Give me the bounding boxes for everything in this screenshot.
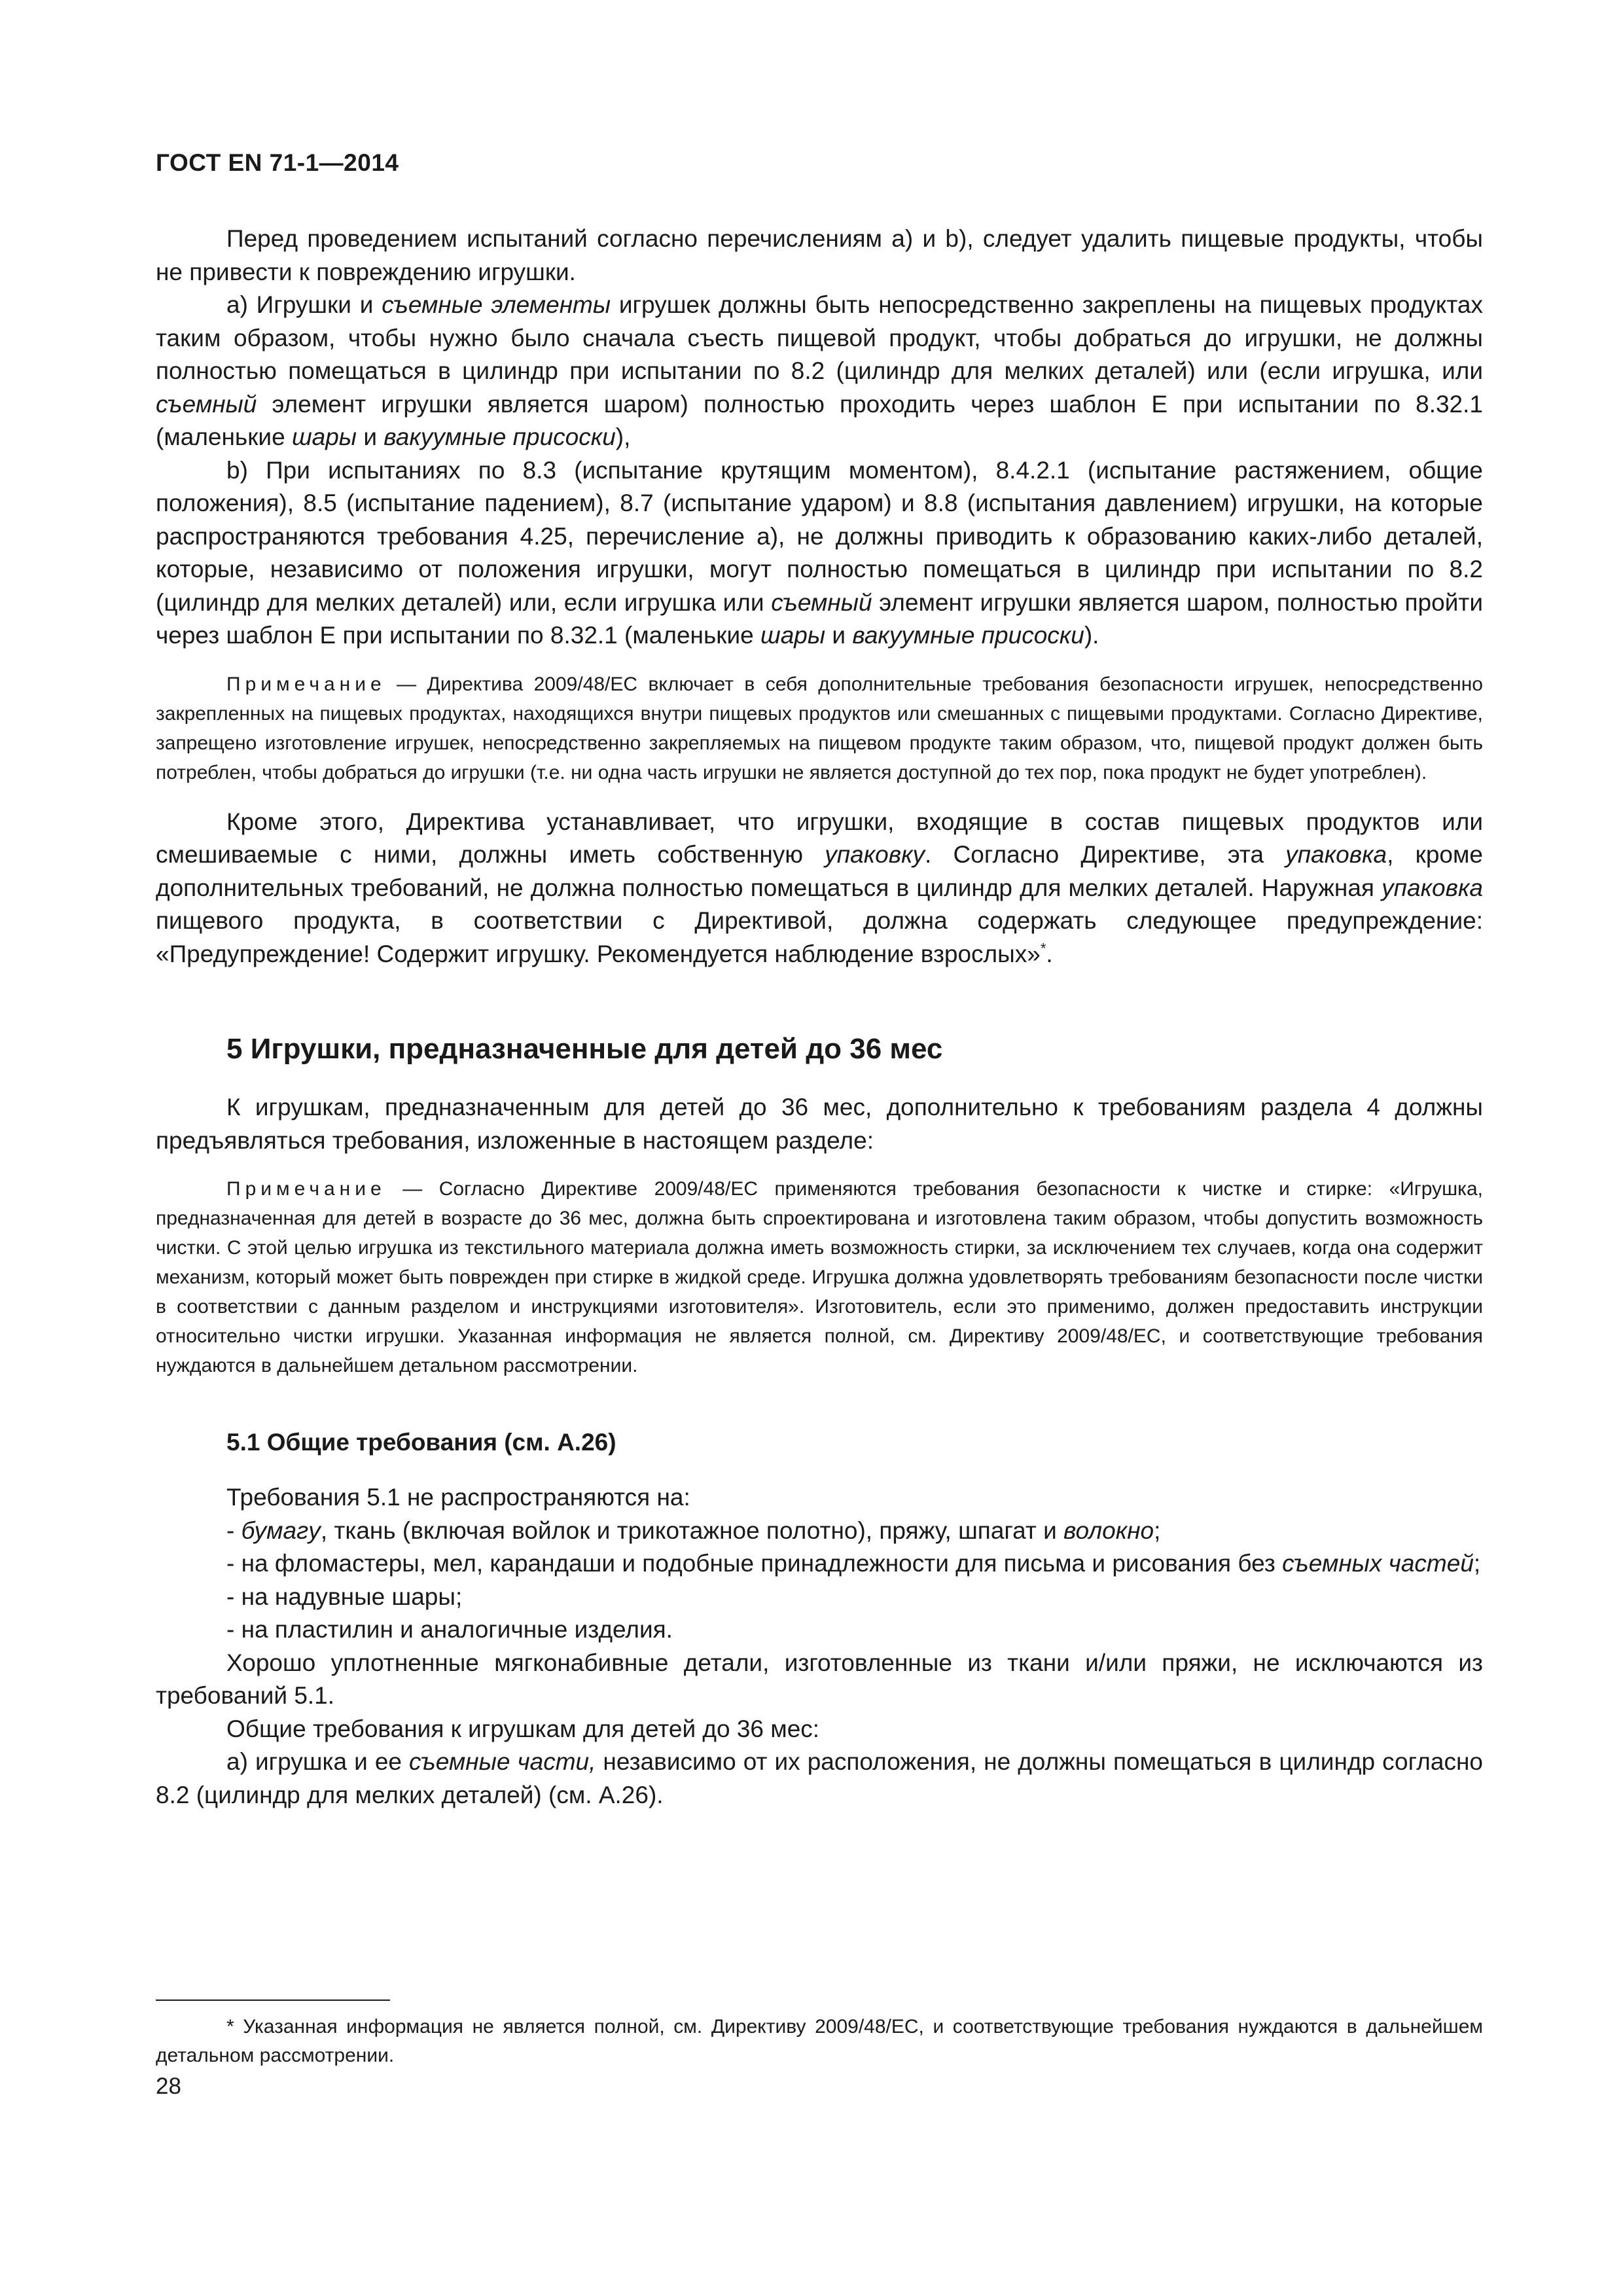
section-5-1-paragraph-2: Общие требования к игрушкам для детей до 36 мес: [226,1715,820,1742]
section-5-1-paragraph-1: Хорошо уплотненные мягконабивные детали, изготовленные из ткани и/или пряжи, не исключаются из требований 5.1. [156,1649,1483,1709]
text-run: b) При испытаниях по 8.3 (испытание крутящим моментом), 8.4.2.1 (испытание растяжением, общие положения), 8.5 (испытание падением), 8.7 (испытание ударом) и 8.8 (испытания давлением) игрушки, на которые распространяются требования 4.25, перечисление а), не должны приводить к образованию каких-либо деталей, которые, независимо от положения игрушки, могут полностью помещаться в цилиндр при испытании по 8.2 (цилиндр для мелких деталей) или, если игрушка или [156,456,1483,616]
section-5-heading: 5 Игрушки, предназначенные для детей до 36 мес [226,1033,943,1065]
text-run: пищевого продукта, в соответствии с Директивой, должна содержать следующее предупреждение: «Предупреждение! Содержит игрушку. Рекомендуется наблюдение взрослых» [156,907,1483,967]
italic-term: вакуумные присоски [852,622,1084,649]
italic-term: съемных частей [1282,1550,1474,1577]
footnote-divider [156,2000,390,2001]
paragraph-packaging [156,806,1483,971]
section-5-1-heading: 5.1 Общие требования (см. А.26) [226,1429,616,1456]
section-5-1-lead: Требования 5.1 не распространяются на: [226,1484,690,1511]
text-run: ). [1084,622,1099,649]
page-number: 28 [156,2073,181,2099]
exclusion-item-3: - на надувные шары; [226,1583,463,1610]
intro-paragraph: Перед проведением испытаний согласно перечислениям a) и b), следует удалить пищевые продукты, чтобы не привести к повреждению игрушки. [156,225,1483,285]
document-header: ГОСТ EN 71-1—2014 [156,149,399,176]
text-run: и [357,423,384,450]
text-run: игрушек должны быть непосредственно закреплены на пищевых продуктах таким образом, чтобы нужно было сначала съесть пищевой продукт, чтобы добраться до игрушки, не должны полностью помещаться в цилиндр при испытании по 8.2 (цилиндр для мелких деталей) или (если игрушка, или [156,291,1483,384]
text-run: Кроме этого, Директива устанавливает, что игрушки, входящие в состав пищевых продуктов или смешиваемые с ними, должны иметь собственную [156,808,1483,868]
text-run: . [1046,940,1053,967]
italic-term: съемный [156,390,257,418]
note-1 [156,670,1483,787]
italic-term: волокно [1063,1516,1154,1544]
footnote-marker: * [1040,940,1046,957]
italic-term: бумагу [241,1516,321,1544]
page-content [156,223,1483,1812]
text-run: . Согласно Директиве, эта [925,841,1286,868]
text-run: , ткань (включая войлок и трикотажное полотно), пряжу, шпагат и [320,1516,1064,1544]
text-run: элемент игрушки является шаром) полностью проходить через шаблон Е при испытании по 8.32.1 (маленькие [156,390,1483,450]
text-run: - на фломастеры, мел, карандаши и подобные принадлежности для письма и рисования без [226,1550,1283,1577]
footnote: * Указанная информация не является полной, см. Директиву 2009/48/ЕС, и соответствующие требования нуждаются в дальнейшем детальном рассмотрении. [156,2016,1483,2066]
exclusion-item-1 [156,1515,1483,1548]
italic-term: упаковка [1285,841,1387,868]
note-label: Примечание [226,1178,386,1200]
italic-term: шары [760,622,826,649]
text-run: ), [615,423,631,450]
paragraph-item-b [156,454,1483,653]
italic-term: шары [291,423,357,450]
exclusion-item-2 [156,1547,1483,1581]
text-run: - [226,1516,241,1544]
text-run: независимо от их расположения, не должны помещаться в цилиндр согласно 8.2 (цилиндр для мелких деталей) (см. А.26). [156,1748,1483,1808]
text-run: , кроме дополнительных требований, не должна полностью помещаться в цилиндр для мелких деталей. Наружная [156,841,1483,901]
note-text: — Директива 2009/48/ЕС включает в себя дополнительные требования безопасности игрушек, непосредственно закрепленных на пищевых продуктах, находящихся внутри пищевых продуктов или смешанных с пищевыми продуктами. Согласно Директиве, запрещено изготовление игрушек, непосредственно закрепляемых на пищевом продукте таким образом, что, пищевой продукт должен быть потреблен, чтобы добраться до игрушки (т.е. ни одна часть игрушки не является доступной до тех пор, пока продукт не будет употреблен). [156,673,1483,783]
paragraph-item-a [156,289,1483,454]
text-run: элемент игрушки является шаром, полностью пройти через шаблон Е при испытании по 8.32.1 (маленькие [156,588,1483,649]
note-2 [156,1174,1483,1380]
italic-term: вакуумные присоски [383,423,616,450]
text-run: и [825,622,853,649]
italic-term: упаковка [1382,874,1483,901]
text-run: ; [1154,1516,1161,1544]
text-run: а) игрушка и ее [226,1748,410,1775]
text-run: ; [1473,1550,1481,1577]
italic-term: съемный [771,588,872,616]
italic-term: съемные элементы [382,291,611,318]
note-label: Примечание [226,673,386,695]
note-text: — Согласно Директиве 2009/48/ЕС применяются требования безопасности к чистке и стирке: «Игрушка, предназначенная для детей в возрасте до 36 мес, должна быть спроектирована и изготовлена таким образом, чтобы допустить возможность чистки. С этой целью игрушка из текстильного материала должна иметь возможность стирки, за исключением тех случаев, когда она содержит механизм, который может быть поврежден при стирке в жидкой среде. Игрушка должна удовлетворять требованиям безопасности после чистки в соответствии с данным разделом и инструкциями изготовителя». Изготовитель, если это применимо, должен предоставить инструкции относительно чистки игрушки. Указанная информация не является полной, см. Директиву 2009/48/ЕС, и соответствующие требования нуждаются в дальнейшем детальном рассмотрении. [156,1178,1483,1376]
text-run: а) Игрушки и [226,291,382,318]
section-5-intro: К игрушкам, предназначенным для детей до 36 мес, дополнительно к требованиям раздела 4 должны предъявляться требования, изложенные в настоящем разделе: [156,1094,1483,1154]
section-5-1-item-a [156,1746,1483,1812]
exclusion-item-4: - на пластилин и аналогичные изделия. [226,1616,673,1643]
italic-term: упаковку [825,841,925,868]
italic-term: съемные части, [409,1748,596,1775]
document-page [156,0,1483,2296]
